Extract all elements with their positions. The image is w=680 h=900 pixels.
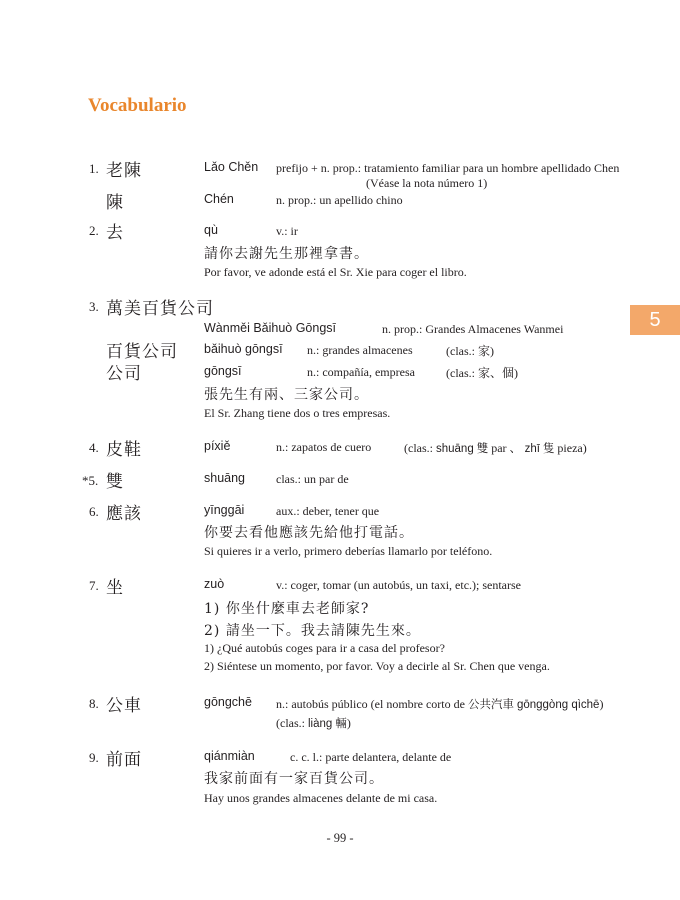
entry-number: 2. [89,223,99,238]
entry-hanzi: 陳 [106,193,124,213]
classifier-text: pieza) [557,441,587,455]
classifier-pinyin: shuāng [436,443,474,455]
entry-definition: c. c. l.: parte delantera, delante de [290,750,452,764]
example-translation: El Sr. Zhang tiene dos o tres empresas. [204,406,391,420]
classifier-text: ) [346,716,351,730]
entry-number: 8. [89,696,99,711]
definition-hanzi: 公共汽車 [467,697,514,711]
entry-classifier [404,439,587,456]
entry-definition: v.: ir [276,224,298,238]
entry-classifier [276,715,351,731]
entry-hanzi: 公車 [106,696,142,716]
entry-pinyin: píxiě [204,439,231,453]
entry-hanzi: 去 [106,223,124,243]
entry-hanzi: 雙 [106,472,124,492]
entry-hanzi: 萬美百貨公司 [106,299,214,319]
example-hanzi: 張先生有兩、三家公司。 [204,387,369,403]
example-hanzi: 我家前面有一家百貨公司。 [204,771,384,787]
entry-definition: n. prop.: un apellido chino [276,193,403,207]
example-translation: 2) Siéntese un momento, por favor. Voy a decirle al Sr. Chen que venga. [204,659,550,673]
entry-definition: n.: compañía, empresa [307,365,415,379]
entry-note: (Véase la nota número 1) [366,176,488,190]
entry-definition: v.: coger, tomar (un autobús, un taxi, etc.); sentarse [276,578,521,592]
entry-pinyin: Chén [204,192,234,206]
classifier-prefix: (clas.: [404,441,433,455]
entry-hanzi: 皮鞋 [106,440,142,460]
entry-hanzi: 應該 [106,504,142,524]
example-translation: Hay unos grandes almacenes delante de mi casa. [204,791,438,805]
entry-definition: n. prop.: Grandes Almacenes Wanmei [382,322,564,336]
example-translation: 1) ¿Qué autobús coges para ir a casa del profesor? [204,641,445,655]
entry-number: 7. [89,578,99,593]
entry-number: 3. [89,299,99,314]
example-hanzi: 1) 你坐什麼車去老師家? [204,601,370,617]
example-translation: Por favor, ve adonde está el Sr. Xie para coger el libro. [204,265,467,279]
entry-number: 4. [89,440,99,455]
classifier-hanzi: 雙 [476,441,489,455]
entry-pinyin: Lǎo Chěn [204,160,259,174]
entry-classifier: (clas.: 家) [446,344,494,358]
entry-pinyin: bǎihuò gōngsī [204,342,283,356]
definition-text: ) [599,697,604,711]
classifier-hanzi: 輛 [335,716,347,730]
example-hanzi: 請你去謝先生那裡拿書。 [204,246,369,262]
entry-definition: aux.: deber, tener que [276,504,380,518]
entry-definition: clas.: un par de [276,472,349,486]
entry-number: 1. [89,161,99,176]
classifier-pinyin: liàng [308,718,333,730]
entry-hanzi: 百貨公司 [106,342,178,362]
page-number: - 99 - [326,831,354,845]
chapter-tab: 5 [630,305,680,335]
entry-hanzi: 前面 [106,750,142,770]
classifier-pinyin: zhī [524,443,540,455]
entry-definition [276,696,603,712]
entry-pinyin: qù [204,223,218,237]
definition-text: n.: autobús público (el nombre corto de [276,697,465,711]
classifier-text: par 、 [491,441,522,455]
entry-pinyin: yīnggāi [204,503,245,517]
entry-pinyin: gōngchē [204,695,252,709]
example-hanzi: 你要去看他應該先給他打電話。 [204,525,414,541]
classifier-prefix: (clas.: [276,716,305,730]
classifier-hanzi: 隻 [542,441,555,455]
entry-pinyin: shuāng [204,471,246,485]
definition-pinyin: gōnggòng qìchē [516,699,600,711]
entry-hanzi: 坐 [106,578,124,598]
entry-definition: n.: grandes almacenes [307,343,413,357]
entry-number: 6. [89,504,99,519]
entry-pinyin: gōngsī [204,364,242,378]
entry-pinyin: zuò [204,577,225,591]
entry-pinyin: qiánmiàn [204,749,255,763]
example-translation: Si quieres ir a verlo, primero deberías llamarlo por teléfono. [204,544,493,558]
example-hanzi: 2) 請坐一下。我去請陳先生來。 [204,623,421,639]
entry-pinyin: Wànměi Bǎihuò Gōngsī [204,321,337,335]
entry-definition: prefijo + n. prop.: tratamiento familiar para un hombre apellidado Chen [276,161,620,175]
section-title: Vocabulario [88,95,187,116]
entry-hanzi: 老陳 [106,161,142,181]
entry-number: 9. [89,750,99,765]
entry-hanzi: 公司 [106,364,142,384]
entry-classifier: (clas.: 家、個) [446,366,518,380]
entry-definition: n.: zapatos de cuero [276,440,372,454]
entry-number: *5. [82,473,99,488]
